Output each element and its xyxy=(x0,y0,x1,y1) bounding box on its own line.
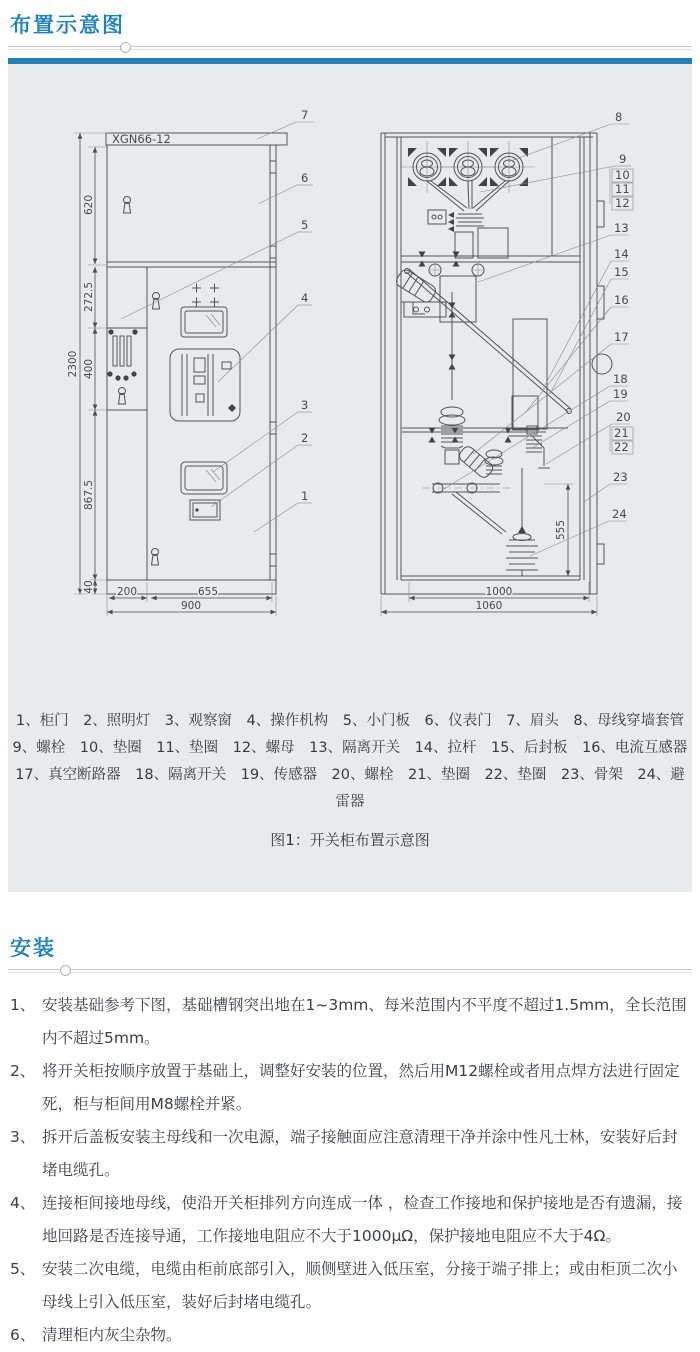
install-item-text: 连接柜间接地母线，使沿开关柜排列方向连成一体 ，检查工作接地和保护接地是否有遗漏，接地回路是否连接导通，工作接地电阻应不大于1000μΩ，保护接地电阻应不大于4Ω。 xyxy=(42,1194,683,1245)
operation-mechanism xyxy=(170,349,240,421)
callout-label: 21 xyxy=(614,426,629,440)
cabinet-section-view xyxy=(381,110,633,616)
wall-bushing xyxy=(483,141,535,193)
install-item-text: 安装二次电缆，电缆由柜前底部引入，顺侧壁进入低压室，分接于端子排上；或由柜顶二次小母线上引入低压室，装好后封堵电缆孔。 xyxy=(42,1260,678,1311)
divider-ornament xyxy=(60,965,71,976)
callout-label: 12 xyxy=(615,196,630,210)
callout-label: 16 xyxy=(614,293,629,307)
legend-line: 17、真空断路器 18、隔离开关 19、传感器 20、螺栓 21、垫圈 22、垫圈 23、骨架 24、避雷器 xyxy=(15,767,685,810)
figure-legend xyxy=(8,708,692,816)
callout-label: 13 xyxy=(614,221,629,235)
callout-label: 1 xyxy=(301,489,309,503)
install-item-number: 4、 xyxy=(10,1194,36,1212)
legend-line: 9、螺栓 10、垫圈 11、垫圈 12、螺母 13、隔离开关 14、拉杆 15、后封板 16、电流互感器 xyxy=(12,740,688,756)
dim-label: 620 xyxy=(83,194,95,216)
install-item xyxy=(10,1187,688,1252)
dim-label: 867.5 xyxy=(83,479,95,511)
callout-label: 24 xyxy=(612,507,627,521)
layout-diagram xyxy=(8,64,692,624)
lower-bus-and-arrester xyxy=(402,428,568,577)
callout-label: 19 xyxy=(613,387,628,401)
callout-label: 10 xyxy=(615,168,630,182)
install-item-number: 3、 xyxy=(10,1128,36,1146)
dim-label: 1060 xyxy=(475,600,503,612)
install-item xyxy=(10,1253,688,1318)
isolating-switch-mechanism xyxy=(394,252,571,430)
callout-label: 23 xyxy=(613,470,628,484)
install-instructions xyxy=(10,989,688,1352)
install-item-number: 1、 xyxy=(10,996,36,1014)
front-view-dimensions xyxy=(67,133,276,616)
keyhole-icon xyxy=(119,388,126,405)
install-item-text: 清理柜内灰尘杂物。 xyxy=(42,1326,182,1344)
install-item-text: 拆开后盖板安装主母线和一次电源，端子接触面应注意清理干净并涂中性凡士林，安装好后封堵电缆孔。 xyxy=(42,1128,678,1179)
section-view-dimensions xyxy=(381,484,597,616)
busbar-connection xyxy=(427,181,509,258)
install-item-number: 6、 xyxy=(10,1326,36,1344)
dim-label: 272.5 xyxy=(83,281,95,313)
keyhole-icon xyxy=(124,197,131,214)
model-label: XGN66-12 xyxy=(112,132,171,146)
dim-label: 40 xyxy=(83,580,95,594)
section-title-layout: 布置示意图 xyxy=(10,13,125,37)
install-item-text: 将开关柜按顺序放置于基础上，调整好安装的位置，然后用M12螺栓或者用点焊方法进行固定死，柜与柜间用M8螺栓并紧。 xyxy=(42,1062,680,1113)
ventilation-louvers xyxy=(107,329,137,380)
legend-line: 1、柜门 2、照明灯 3、观察窗 4、操作机构 5、小门板 6、仪表门 7、眉头 8、母线穿墙套管 xyxy=(15,713,685,729)
callout-label: 3 xyxy=(301,398,309,412)
figure-caption: 图1：开关柜布置示意图 xyxy=(270,831,430,849)
callout-label: 18 xyxy=(613,372,628,386)
callout-label: 5 xyxy=(301,218,309,232)
install-item xyxy=(10,1319,688,1352)
section-divider xyxy=(8,969,692,973)
callout-label: 9 xyxy=(619,152,627,166)
dim-label: 2300 xyxy=(67,350,79,378)
callout-label: 22 xyxy=(614,440,629,454)
install-item-number: 2、 xyxy=(10,1062,36,1080)
divider-ornament xyxy=(120,42,131,53)
keyhole-icon xyxy=(152,549,159,566)
install-item xyxy=(10,1055,688,1120)
front-view-callouts xyxy=(121,108,314,532)
section-title-install: 安装 xyxy=(10,936,56,960)
dim-label: 655 xyxy=(197,586,219,598)
install-item xyxy=(10,989,688,1054)
callout-label: 14 xyxy=(614,247,629,261)
callout-label: 2 xyxy=(301,431,309,445)
instrument-window xyxy=(181,307,227,337)
callout-label: 15 xyxy=(614,265,629,279)
install-item-text: 安装基础参考下图，基础槽钢突出地在1~3mm、每米范围内不平度不超过1.5mm，全长范围内不超过5mm。 xyxy=(42,996,687,1047)
dim-label: 555 xyxy=(555,519,567,541)
rear-door-hinges xyxy=(597,201,604,564)
door-hinges xyxy=(270,161,276,566)
callout-label: 17 xyxy=(614,330,629,344)
dim-label: 1000 xyxy=(485,586,513,598)
callout-label: 11 xyxy=(615,182,630,196)
dim-label: 200 xyxy=(116,586,138,598)
figure-panel xyxy=(8,58,692,892)
callout-label: 6 xyxy=(301,171,309,185)
dim-label: 900 xyxy=(180,600,202,612)
plus-marks xyxy=(192,284,219,307)
callout-label: 7 xyxy=(301,108,309,122)
callout-label: 8 xyxy=(615,110,623,124)
dim-label: 400 xyxy=(83,358,95,380)
install-item xyxy=(10,1121,688,1186)
install-item-number: 5、 xyxy=(10,1260,36,1278)
lighting-lamp xyxy=(190,500,220,520)
callout-label: 20 xyxy=(616,410,631,424)
callout-label: 4 xyxy=(301,291,309,305)
cabinet-front-view xyxy=(67,108,314,616)
section-divider xyxy=(8,46,692,50)
